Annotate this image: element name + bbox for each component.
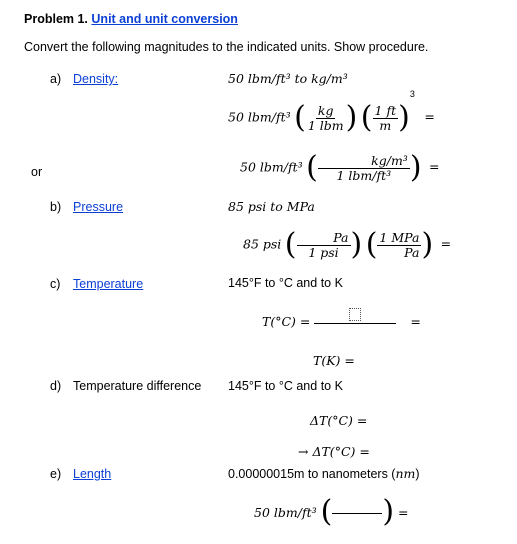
- empty-fraction: [314, 308, 396, 334]
- density-equation-1: 50 lbm/ft³ ( $\frac{kg}{\text{1 lbm}}$ ) ( $\frac{1 ft}{m}$ )$^3$ =: [228, 89, 435, 135]
- length-equation: 50 lbm/ft³ ( ) =: [254, 494, 409, 529]
- temperature-equation-2: T(K) =: [313, 353, 355, 368]
- fraction-density-ratio: $\frac{\text{kg/m³}}{\text{1 lbm/ft³}}$: [318, 154, 410, 183]
- pressure-task: 85 psi to MPa: [228, 199, 315, 214]
- instruction-text: Convert the following magnitudes to the indicated units. Show procedure.: [24, 40, 429, 54]
- item-c-letter: c): [50, 277, 61, 291]
- item-a-letter: a): [50, 72, 62, 86]
- problem-header: [24, 12, 238, 26]
- fraction-pa-per-psi: $\frac{Pa}{\text{1 psi}}$: [297, 231, 351, 260]
- fraction-ft-per-m: $\frac{1 ft}{m}$: [374, 102, 397, 133]
- problem-title-link[interactable]: Unit and unit conversion: [91, 12, 238, 26]
- length-task: 0.00000015m to nanometers (nm): [228, 466, 420, 481]
- fraction-mpa-per-pa: $\frac{\text{1 MPa}}{Pa}$: [379, 229, 420, 260]
- problem-label: Problem 1.: [24, 12, 88, 26]
- temperature-task: 145°F to °C and to K: [228, 276, 343, 290]
- pressure-equation: 85 psi ( $\frac{Pa}{\text{1 psi}}$ ) ( $\frac{\text{1 MPa}}{Pa}$ ) =: [243, 227, 452, 262]
- density-equation-2: 50 lbm/ft³ ( $\frac{\text{kg/m³}}{\text{1 lbm/ft³}}$ ) =: [240, 150, 440, 185]
- density-link[interactable]: Density:: [73, 72, 119, 86]
- item-b-letter: b): [50, 200, 62, 214]
- or-label: or: [31, 165, 43, 179]
- eq-lead: 50 lbm/ft³: [228, 109, 291, 125]
- eq-lead: 50 lbm/ft³: [240, 159, 303, 175]
- temperature-difference-eq-2: → ΔT(°C) =: [298, 444, 370, 459]
- temperature-equation-1: T(°C) = =: [262, 308, 421, 334]
- temperature-difference-task: 145°F to °C and to K: [228, 379, 343, 393]
- fraction-kg-per-lbm: $\frac{kg}{\text{1 lbm}}$: [307, 102, 344, 133]
- temperature-difference-eq-1: ΔT(°C) =: [310, 413, 368, 428]
- placeholder-box[interactable]: [349, 308, 361, 321]
- length-link[interactable]: Length: [73, 467, 112, 481]
- density-task: 50 lbm/ft³ to kg/m³: [228, 71, 348, 86]
- item-e-letter: e): [50, 467, 62, 481]
- item-d-letter: d): [50, 379, 62, 393]
- pressure-link[interactable]: Pressure: [73, 200, 124, 214]
- temperature-difference-label: Temperature difference: [73, 379, 202, 393]
- temperature-link[interactable]: Temperature: [73, 277, 144, 291]
